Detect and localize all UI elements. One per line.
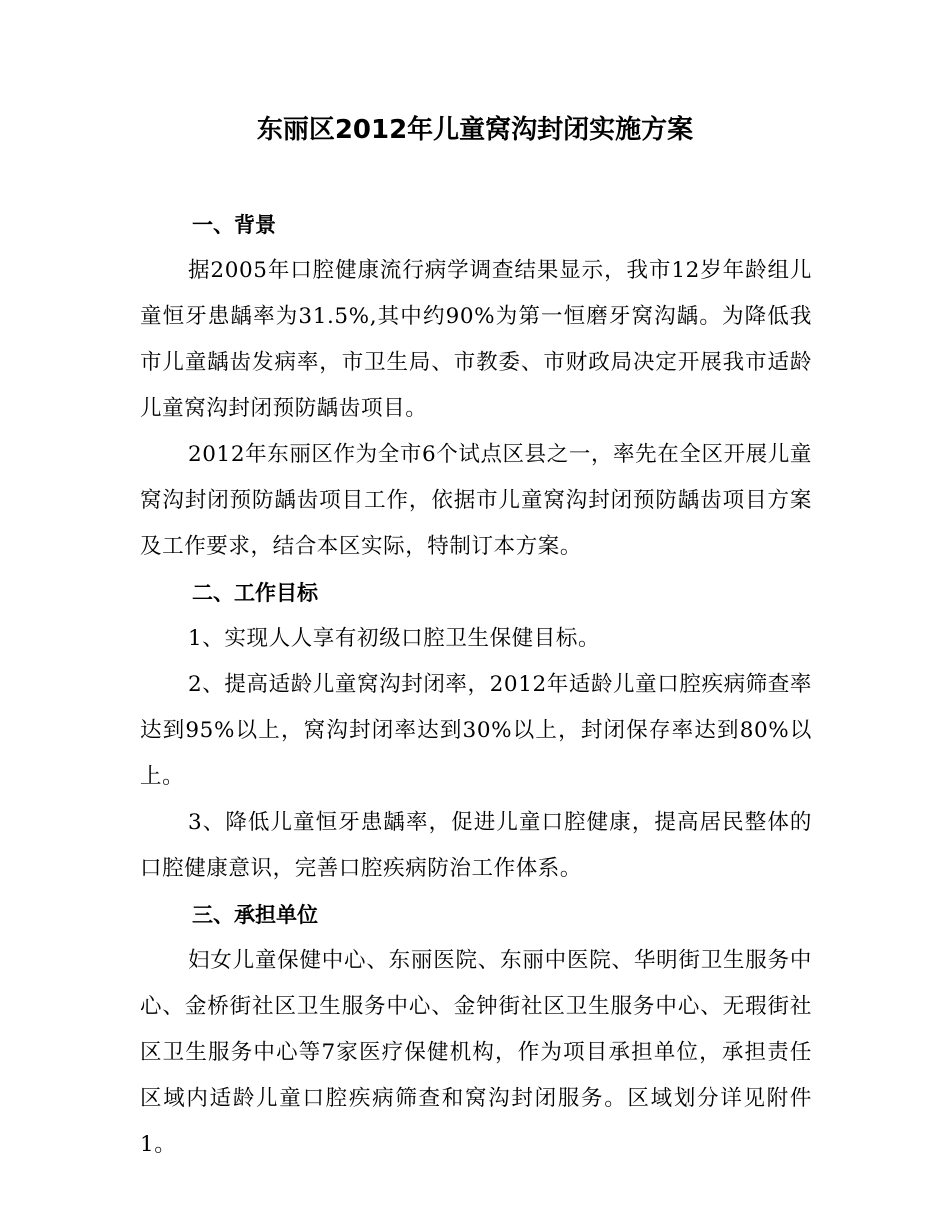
document-title: 东丽区2012年儿童窝沟封闭实施方案 [256, 115, 694, 145]
background-paragraph-2: 2012年东丽区作为全市6个试点区县之一，率先在全区开展儿童窝沟封闭预防龋齿项目工作，依据市儿童窝沟封闭预防龋齿项目方案及工作要求，结合本区实际，特制订本方案。 [140, 442, 812, 559]
goal-item-1: 1、实现人人享有初级口腔卫生保健目标。 [188, 626, 601, 651]
document-body [140, 202, 812, 1168]
section-heading-goals: 二、工作目标 [192, 581, 318, 605]
section-heading-units: 三、承担单位 [192, 903, 318, 927]
units-paragraph: 妇女儿童保健中心、东丽医院、东丽中医院、华明街卫生服务中心、金桥街社区卫生服务中心、金钟街社区卫生服务中心、无瑕街社区卫生服务中心等7家医疗保健机构，作为项目承担单位，承担责任区域内适龄儿童口腔疾病筛查和窝沟封闭服务。区域划分详见附件1。 [140, 948, 812, 1157]
goal-item-2: 2、提高适龄儿童窝沟封闭率，2012年适龄儿童口腔疾病筛查率达到95%以上，窝沟封闭率达到30%以上，封闭保存率达到80%以上。 [140, 672, 812, 789]
section-heading-background: 一、背景 [192, 213, 276, 237]
goal-item-3: 3、降低儿童恒牙患龋率，促进儿童口腔健康，提高居民整体的口腔健康意识，完善口腔疾病防治工作体系。 [140, 810, 812, 881]
background-paragraph-1: 据2005年口腔健康流行病学调查结果显示，我市12岁年龄组儿童恒牙患龋率为31.5%,其中约90%为第一恒磨牙窝沟龋。为降低我市儿童龋齿发病率，市卫生局、市教委、市财政局决定开展我市适龄儿童窝沟封闭预防龋齿项目。 [140, 258, 812, 421]
